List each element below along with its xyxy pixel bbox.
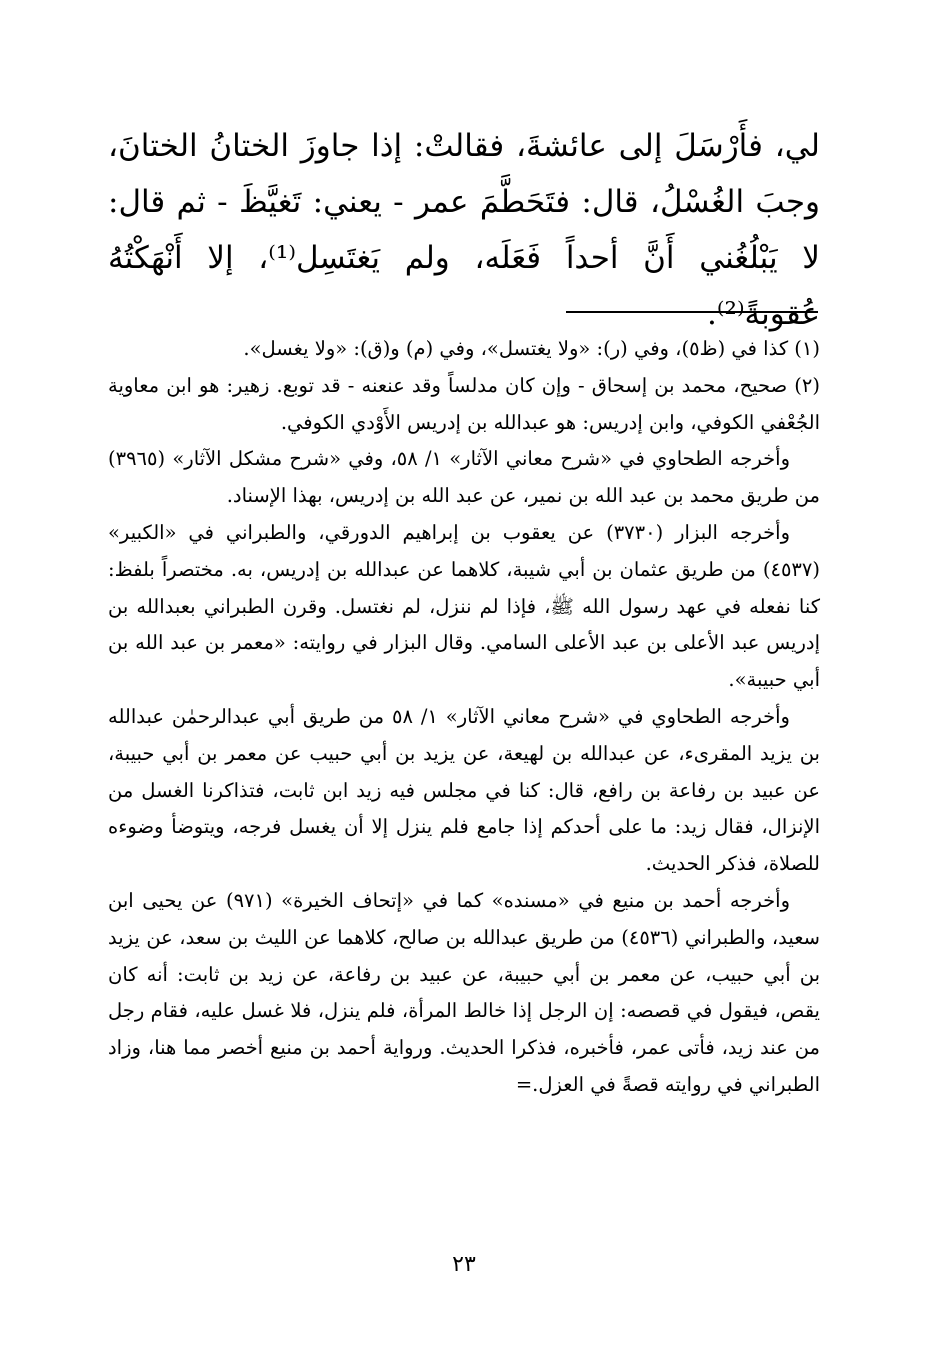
footnote-paragraph-tahawi-2: وأخرجه الطحاوي في «شرح معاني الآثار» ١/ ٥٨ من طريق أبي عبدالرحمٰن عبدالله بن يزيد المقرىء، عن عبدالله بن لهيعة، عن يزيد بن أبي حبيب عن معمر بن أبي حبيبة، عن عبيد بن رفاعة بن رافع، قال: كنا في مجلس فيه زيد ابن ثابت، فتذاكرنا الغسل من الإنزال، فقال زيد: ما على أحدكم إذا جامع فلم ينزل إلا أن يغسل فرجه، ويتوضأ وضوءه للصلاة، فذكر الحديث.	[108, 704, 820, 876]
page-number: ٢٣	[452, 1252, 476, 1277]
footnote-paragraph-tahawi: وأخرجه الطحاوي في «شرح معاني الآثار» ١/ ٥٨، وفي «شرح مشكل الآثار» (٣٩٦٥) من طريق محمد بن عبد الله بن نمير، عن عبد الله بن إدريس، بهذا الإسناد.	[108, 447, 820, 508]
main-text-paragraph: لي، فأَرْسَلَ إلى عائشةَ، فقالتْ: إذا جاوزَ الختانُ الختانَ، وجبَ الغُسْلُ، قال: فتَحَطَّمَ عمر - يعني: تَغيَّظَ - ثم قال: لا يَبْلُغُني أَنَّ أحداً فَعَلَه، ولم يَغتَسِل⁽¹⁾، إلا أَنْهَكْتُهُ عُقوبةً⁽²⁾.	[108, 128, 820, 332]
footnote-2: (٢) صحيح، محمد بن إسحاق - وإن كان مدلساً وقد عنعنه - قد توبع. زهير: هو ابن معاوية الجُعْفي الكوفي، وابن إدريس: هو عبدالله بن إدريس الأَوْدي الكوفي.	[108, 373, 820, 434]
footnote-1: (١) كذا في (ظ٥)، وفي (ر): «ولا يغتسل»، وفي (م) و(ق): «ولا يغسل».	[243, 337, 820, 360]
footnote-separator-rule	[566, 311, 818, 313]
footnote-paragraph-ibn-mani: وأخرجه أحمد بن منيع في «مسنده» كما في «إتحاف الخيرة» (٩٧١) عن يحيى ابن سعيد، والطبراني (٤٥٣٦) من طريق عبدالله بن صالح، كلاهما عن الليث بن سعد، عن يزيد بن أبي حبيب، عن معمر بن أبي حبيبة، عن عبيد بن رفاعة، عن زيد بن ثابت: أنه كان يقص، فيقول في قصصه: إن الرجل إذا خالط المرأة، فلم ينزل، فلا غسل عليه، فقام رجل من عند زيد، فأتى عمر، فأخبره، فذكرا الحديث. ورواية أحمد بن منيع أخصر مما هنا، وزاد الطبراني في روايته قصةً في العزل.=	[108, 888, 821, 1096]
footnote-paragraph-bazzar: وأخرجه البزار (٣٧٣٠) عن يعقوب بن إبراهيم الدورقي، والطبراني في «الكبير» (٤٥٣٧) من طريق عثمان بن أبي شيبة، كلاهما عن عبدالله بن إدريس، به. مختصراً بلفظ: كنا نفعله في عهد رسول الله ﷺ، فإذا لم ننزل، لم نغتسل. وقرن الطبراني بعبدالله بن إدريس عبد الأعلى بن عبد الأعلى السامي. وقال البزار في روايته: «معمر بن عبد الله بن أبي حبيبة».	[108, 520, 820, 692]
footnotes-block	[108, 331, 820, 1104]
